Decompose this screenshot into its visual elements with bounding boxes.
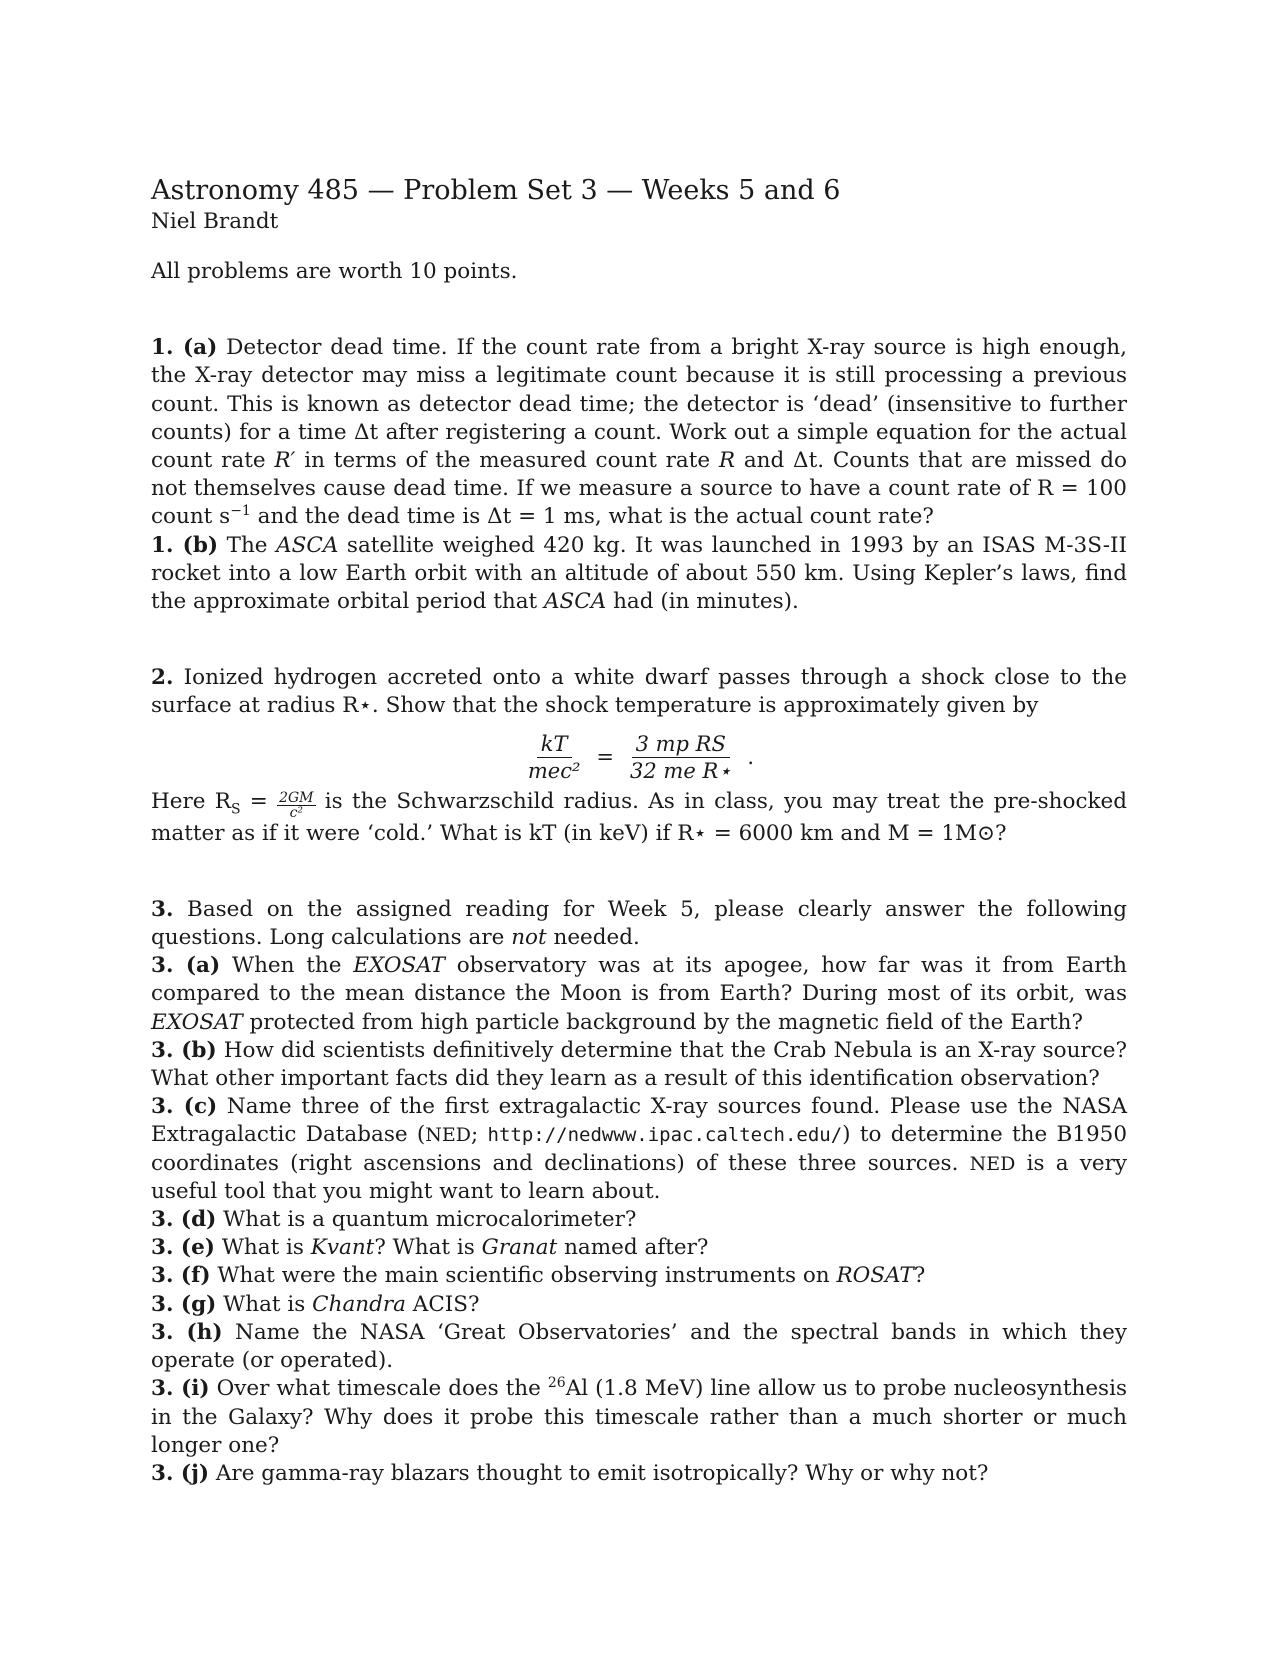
- problem-label: 3. (c): [151, 1094, 218, 1120]
- ned-url-link[interactable]: http://nedwww.ipac.caltech.edu/: [487, 1124, 843, 1147]
- problem-3h: 3. (h) Name the NASA ‘Great Observatories’ and the spectral bands in which they operate (or operated).: [151, 1319, 1127, 1374]
- problem-label: 3. (a): [151, 953, 221, 979]
- problem-3: 3. Based on the assigned reading for Week 5, please clearly answer the following questions. Long calculations are not needed.: [151, 896, 1127, 951]
- problem-label: 3. (j): [151, 1460, 210, 1486]
- problem-label: 3.: [151, 896, 174, 922]
- problem-label: 3. (g): [151, 1291, 217, 1317]
- equation-lhs: $\frac{kT}{\text{mec²}}$: [527, 731, 581, 783]
- equals-sign: =: [596, 745, 615, 770]
- problem-3g: 3. (g) What is Chandra ACIS?: [151, 1291, 480, 1317]
- problem-3c: 3. (c) Name three of the first extragalactic X-ray sources found. Please use the NASA Extragalactic Database (NED; http://nedwww.ipac.caltech.edu/) to determine the B1950 coordinates (right ascensions and declinations) of these three sources. NED is a very useful tool that you might want to learn about.: [151, 1094, 1128, 1204]
- problem-label: 3. (b): [151, 1037, 217, 1063]
- problem-3i: 3. (i) Over what timescale does the $^{26}$Al (1.8 MeV) line allow us to probe nucleosynthesis in the Galaxy? Why does it probe this timescale rather than a much shorter or much longer one?: [151, 1375, 1127, 1458]
- document-title: Astronomy 485 — Problem Set 3 — Weeks 5 and 6: [151, 175, 841, 206]
- problem-label: 3. (h): [151, 1319, 223, 1345]
- problem-2-continued: Here $R_S$ = $\frac{2GM}{\text{c²}}$ is the Schwarzschild radius. As in class, you may treat the pre-shocked matter as if it were ‘cold.’ What is kT (in keV) if R⋆ = 6000 km and M = 1M⊙?: [151, 788, 1128, 846]
- problem-set-page: [151, 174, 1127, 1488]
- problem-label: 2.: [151, 665, 174, 691]
- problem-label: 1. (a): [151, 335, 218, 361]
- shock-temperature-equation: $\frac{kT}{\text{mec²}}$ = $\frac{\text{3 mp RS}}{\text{32 me R⋆}}$ .: [151, 731, 1127, 784]
- schwarzschild-fraction: $\frac{2GM}{\text{c²}}$: [279, 789, 314, 821]
- problem-3e: 3. (e) What is Kvant? What is Granat named after?: [151, 1235, 709, 1261]
- problem-label: 3. (d): [151, 1207, 217, 1233]
- problem-1a: 1. (a) Detector dead time. If the count rate from a bright X-ray source is high enough, the X-ray detector may miss a legitimate count because it is still processing a previous count. This is known as detector dead time; the detector is ‘dead’ (insensitive to further counts) for a time Δt after registering a count. Work out a simple equation for the actual count rate R′ in terms of the measured count rate R and Δt. Counts that are missed do not themselves cause dead time. If we measure a source to have a count rate of R = 100 count $s^{-1}$ and the dead time is Δt = 1 ms, what is the actual count rate?: [151, 335, 1127, 530]
- problem-label: 3. (f): [151, 1263, 211, 1289]
- problem-3f: 3. (f) What were the main scientific observing instruments on ROSAT?: [151, 1263, 926, 1289]
- problem-3j: 3. (j) Are gamma-ray blazars thought to emit isotropically? Why or why not?: [151, 1460, 989, 1486]
- problem-2: 2. Ionized hydrogen accreted onto a white dwarf passes through a shock close to the surface at radius R⋆. Show that the shock temperature is approximately given by: [151, 665, 1127, 719]
- problem-3a: 3. (a) When the EXOSAT observatory was at its apogee, how far was it from Earth compared to the mean distance the Moon is from Earth? During most of its orbit, was EXOSAT protected from high particle background by the magnetic field of the Earth?: [151, 953, 1127, 1035]
- problem-label: 3. (e): [151, 1235, 215, 1261]
- author-name: Niel Brandt: [151, 209, 279, 234]
- equation-rhs: $\frac{\text{3 mp RS}}{\text{32 me R⋆}}$: [630, 731, 732, 783]
- problem-3b: 3. (b) How did scientists definitively determine that the Crab Nebula is an X-ray source? What other important facts did they learn as a result of this identification observation?: [151, 1037, 1127, 1092]
- problem-1b: 1. (b) The ASCA satellite weighed 420 kg. It was launched in 1993 by an ISAS M-3S-II rocket into a low Earth orbit with an altitude of about 550 km. Using Kepler’s laws, find the approximate orbital period that ASCA had (in minutes).: [151, 532, 1128, 615]
- intro-text: All problems are worth 10 points.: [151, 259, 518, 284]
- problem-label: 3. (i): [151, 1376, 210, 1402]
- problem-3d: 3. (d) What is a quantum microcalorimeter?: [151, 1207, 637, 1233]
- problem-label: 1. (b): [151, 532, 219, 558]
